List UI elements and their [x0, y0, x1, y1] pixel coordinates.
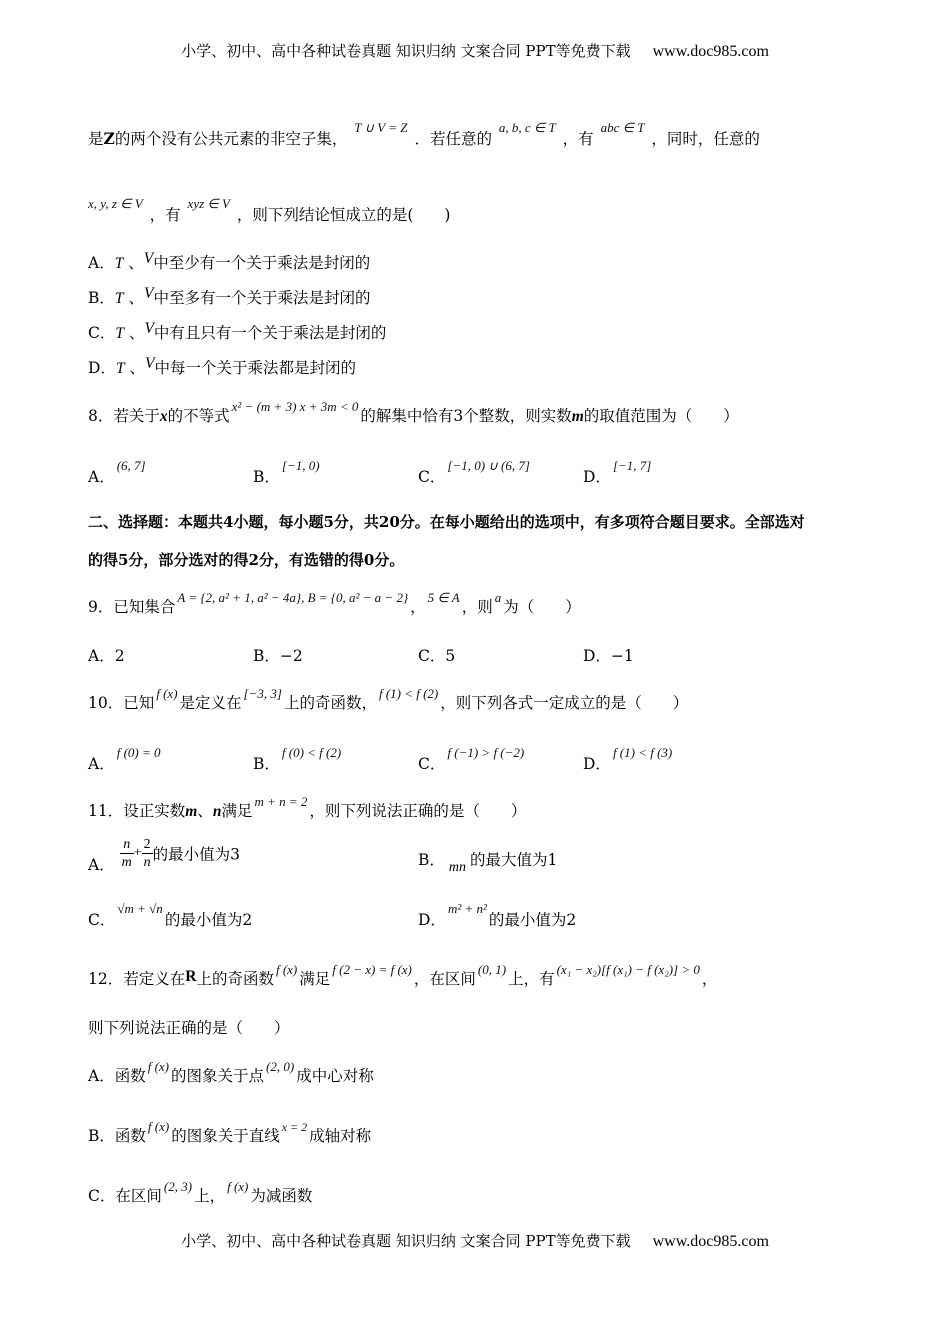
q7-option-a[interactable]: A．T 、V中至少有一个关于乘法是封闭的: [88, 250, 371, 272]
q10-option-b[interactable]: B．f (0) < f (2): [253, 745, 342, 773]
q11-option-c[interactable]: C．√m + √n的最小值为2: [88, 901, 253, 929]
fraction-n-over-m: $\frac{n}{m}$: [121, 837, 132, 870]
q7-text: ．若任意的: [414, 130, 492, 148]
q7-formula-abcT: abc ∈ T: [600, 120, 645, 135]
q11-stem: 11．设正实数m、n满足m + n = 2，则下列说法正确的是（ ）: [88, 794, 527, 820]
q7-formula-xyzV: xyz ∈ V: [187, 196, 230, 211]
q7-option-c[interactable]: C．T 、V中有且只有一个关于乘法是封闭的: [88, 320, 387, 342]
q7-formula-union: T ∪ V = Z: [354, 120, 408, 135]
q7-line1: [88, 120, 890, 151]
q7-text: ，同时，任意的: [651, 130, 760, 148]
q9-option-b[interactable]: B．−2: [253, 647, 303, 665]
q11-option-d[interactable]: D．m² + n²的最小值为2: [418, 901, 577, 929]
q12-option-b[interactable]: B．函数f (x)的图象关于直线 x = 2 成轴对称: [88, 1119, 372, 1145]
q10-option-d[interactable]: D．f (1) < f (3): [583, 745, 673, 773]
q9-sets: A = {2, a² + 1, a² − 4a}, B = {0, a² − a − 2}: [177, 590, 409, 605]
page-footer: [0, 1230, 950, 1251]
q11-option-b[interactable]: B． mn 的最大值为1: [418, 851, 558, 875]
q8-option-a[interactable]: A．(6, 7]: [88, 458, 146, 486]
q7-formula-xyz: x, y, z ∈ V: [88, 196, 143, 211]
q7-text: ，有: [562, 130, 594, 148]
q8-stem: 8．若关于x的不等式x² − (m + 3) x + 3m < 0的解集中恰有3个整数，则实数m的取值范围为（ ）: [88, 405, 890, 428]
q12-option-c[interactable]: C．在区间(2, 3)上，f (x)为减函数: [88, 1179, 313, 1205]
q10-stem: 10．已知f (x)是定义在[−3, 3]上的奇函数，f (1) < f (2)，则下列各式一定成立的是（ ）: [88, 686, 689, 712]
q12-option-a[interactable]: A．函数f (x)的图象关于点(2, 0)成中心对称: [88, 1059, 374, 1085]
page-header: [0, 40, 950, 61]
q7-line2: [88, 196, 890, 227]
section2-heading: 二、选择题：本题共4小题，每小题5分，共20分。在每小题给出的选项中，有多项符合题目要求。全部选对: [88, 513, 805, 531]
q9-option-c[interactable]: C．5: [418, 647, 456, 665]
q9-option-a[interactable]: A．2: [88, 647, 125, 665]
q7-text: 是: [88, 130, 104, 148]
q9-stem: 9．已知集合A = {2, a² + 1, a² − 4a}, B = {0, a² − a − 2}，5 ∈ A，则a为（ ）: [88, 596, 890, 619]
q10-option-c[interactable]: C．f (−1) > f (−2): [418, 745, 525, 773]
section2-heading-cont: 的得5分，部分选对的得2分，有选错的得0分。: [88, 551, 405, 569]
q8-inequality: x² − (m + 3) x + 3m < 0: [231, 399, 359, 414]
q7-option-b[interactable]: B．T 、V中至多有一个关于乘法是封闭的: [88, 285, 371, 307]
q7-text: 的两个没有公共元素的非空子集，: [114, 130, 348, 148]
q7-text: ，有: [149, 206, 181, 224]
q7-set-z: Z: [103, 129, 115, 148]
q7-text: ，则下列结论恒成立的是( ): [236, 206, 451, 224]
q12-stem: 12．若定义在R上的奇函数f (x)满足f (2 − x) = f (x)，在区间(0, 1)上，有(x₁ − x₂)[f (x₁) − f (x₂)] > 0，: [88, 962, 718, 988]
footer-site: www.doc985.com: [652, 1233, 769, 1250]
q11-option-a[interactable]: A． $\frac{n}{m}$ + $\frac{2}{n}$ 的最小值为3: [88, 837, 241, 874]
q8-option-b[interactable]: B．[−1, 0): [253, 458, 320, 486]
q10-option-a[interactable]: A．f (0) = 0: [88, 745, 161, 773]
q7-option-d[interactable]: D．T 、V中每一个关于乘法都是封闭的: [88, 355, 356, 377]
q7-formula-abc: a, b, c ∈ T: [498, 120, 556, 135]
q12-stem-cont: 则下列说法正确的是（ ）: [88, 1019, 290, 1037]
q9-option-d[interactable]: D．−1: [583, 647, 634, 665]
fraction-2-over-n: $\frac{2}{n}$: [143, 837, 151, 870]
q8-option-c[interactable]: C．[−1, 0) ∪ (6, 7]: [418, 458, 530, 486]
header-text: 小学、初中、高中各种试卷真题 知识归纳 文案合同 PPT等免费下载: [181, 42, 631, 60]
q8-option-d[interactable]: D．[−1, 7]: [583, 458, 652, 486]
header-site: www.doc985.com: [652, 43, 769, 60]
footer-text: 小学、初中、高中各种试卷真题 知识归纳 文案合同 PPT等免费下载: [181, 1232, 631, 1250]
